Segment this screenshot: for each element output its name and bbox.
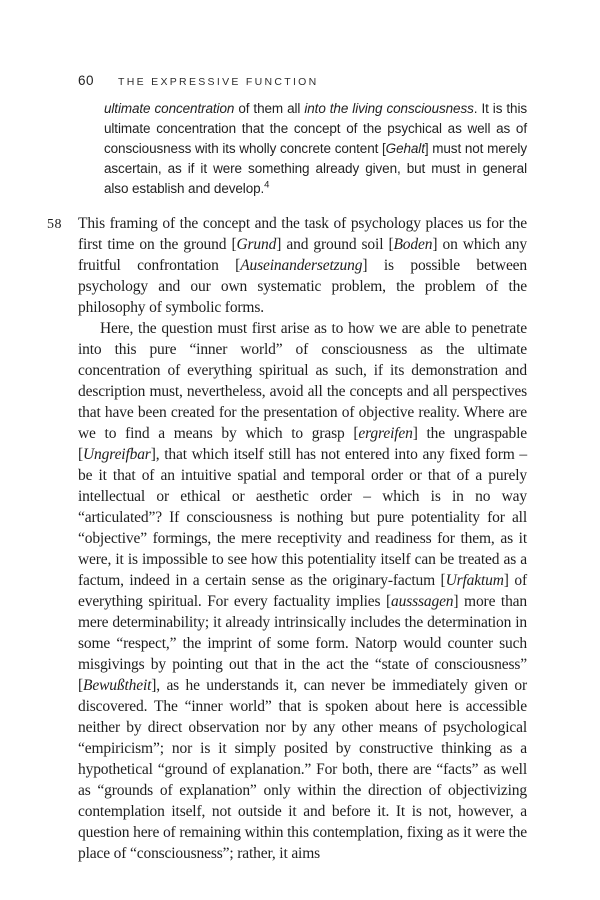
block-quote: ultimate concentration of them all into the living consciousness. It is this ultimate concentration that the concept of the psychical as well as of consciousness with its wholly concrete content [Gehalt] must not merely ascertain, as if it were something already given, but must in general also establish and develop.$^4$ — [104, 101, 528, 196]
main-text — [47, 213, 528, 864]
paragraph-1 — [47, 213, 528, 318]
paragraph-2 — [78, 318, 527, 864]
paragraph-margin-number: 58 — [47, 217, 62, 232]
paragraph-1-text: This framing of the concept and the task of psychology places us for the first time on the ground [Grund] and ground soil [Boden] on which any fruitful confrontation [Auseinandersetzung] is possible between psychology and our own systematic problem, the problem of the philosophy of symbolic forms. — [78, 215, 528, 316]
paragraph-2-text: Here, the question must first arise as to how we are able to penetrate into this pure “inner world” of consciousness as the ultimate concentration of everything spiritual as such, if its demonstration and description must, nevertheless, avoid all the concepts and all perspectives that have been created for the presentation of objective reality. Where are we to find a means by which to grasp [ergreifen] the ungraspable [Ungreifbar], that which itself still has not entered into any fixed form – be it that of an intuitive spatial and temporal order or that of a purely intellectual or ethical or aesthetic order – which is in no way “articulated”? If consciousness is nothing but pure potentiality for all “objective” formings, the mere receptivity and readiness for them, as it were, it is impossible to see how this potentiality itself can be treated as a factum, indeed in a certain sense as the originary-factum [Urfaktum] of everything spiritual. For every factuality implies [ausssagen] more than mere determinability; it already intrinsically includes the determination in some “respect,” the imprint of some form. Natorp would counter such misgivings by pointing out that in the act the “state of consciousness” [Bewußtheit], as he understands it, can never be immediately given or discovered. The “inner world” that is spoken about here is accessible neither by direct observation nor by any other means of psychological “empiricism”; nor is it simply posited by constructive thinking as a hypothetical “ground of explanation.” For both, there are “facts” as well as “grounds of explanation” only within the direction of objectivizing contemplation itself, not outside it and before it. It is not, however, a question here of remaining within this contemplation, fixing as it were the place of “consciousness”; rather, it aims — [78, 320, 528, 862]
page-number: 60 — [78, 73, 95, 88]
running-title: THE EXPRESSIVE FUNCTION — [118, 76, 319, 88]
page-header — [78, 72, 319, 90]
